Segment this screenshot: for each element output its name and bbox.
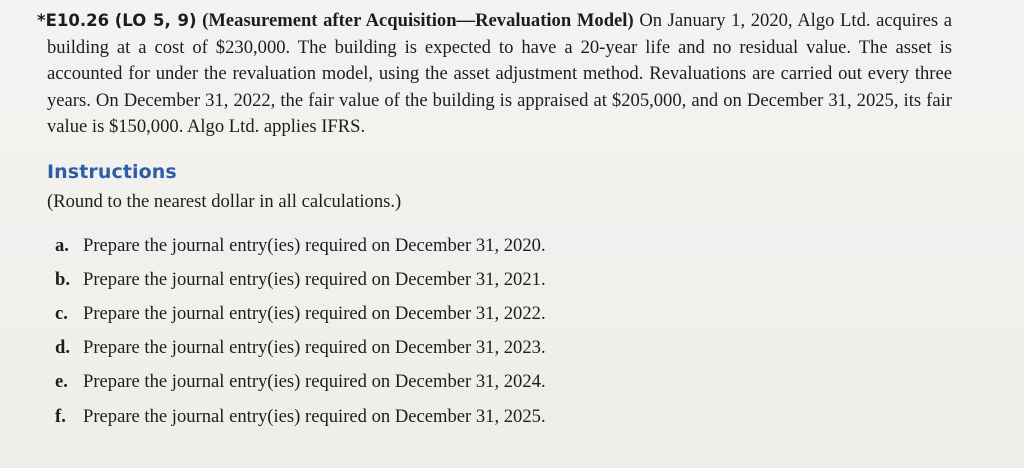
part-text: Prepare the journal entry(ies) required on December 31, 2021. [83, 268, 546, 290]
part-text: Prepare the journal entry(ies) required on December 31, 2022. [83, 302, 546, 324]
problem-number: *E10.26 [37, 11, 110, 30]
part-letter: d. [55, 337, 70, 359]
problem-statement [37, 8, 953, 141]
list-item [55, 365, 1000, 399]
list-item [55, 399, 1000, 433]
part-letter: e. [55, 371, 68, 393]
part-letter: c. [55, 302, 68, 324]
list-item [55, 229, 1000, 263]
rounding-note: (Round to the nearest dollar in all calculations.) [47, 190, 402, 212]
part-text: Prepare the journal entry(ies) required on December 31, 2023. [83, 337, 546, 359]
problem-title: (Measurement after Acquisition—Revaluation Model) [202, 10, 634, 31]
part-text: Prepare the journal entry(ies) required on December 31, 2024. [83, 371, 546, 393]
part-letter: f. [55, 405, 66, 427]
problem-body: On January 1, 2020, Algo Ltd. acquires a building at a cost of $230,000. The building is expected to have a 20-year life and no residual value. The asset is accounted for under the revaluation model, using the asset adjustment method. Revaluations are carried out every three years. On December 31, 2022, the fair value of the building is appraised at $205,000, and on December 31, 2025, its fair value is $150,000. Algo Ltd. applies IFRS. [47, 10, 953, 137]
list-item [55, 263, 1000, 297]
part-text: Prepare the journal entry(ies) required on December 31, 2020. [83, 234, 546, 256]
list-item [55, 331, 1000, 365]
instruction-parts-list [47, 229, 1000, 434]
instructions-heading: Instructions [47, 160, 177, 183]
part-letter: a. [55, 234, 69, 256]
list-item [55, 297, 1000, 331]
part-letter: b. [55, 268, 70, 290]
learning-objective: (LO 5, 9) [114, 11, 197, 30]
part-text: Prepare the journal entry(ies) required on December 31, 2025. [83, 405, 546, 427]
